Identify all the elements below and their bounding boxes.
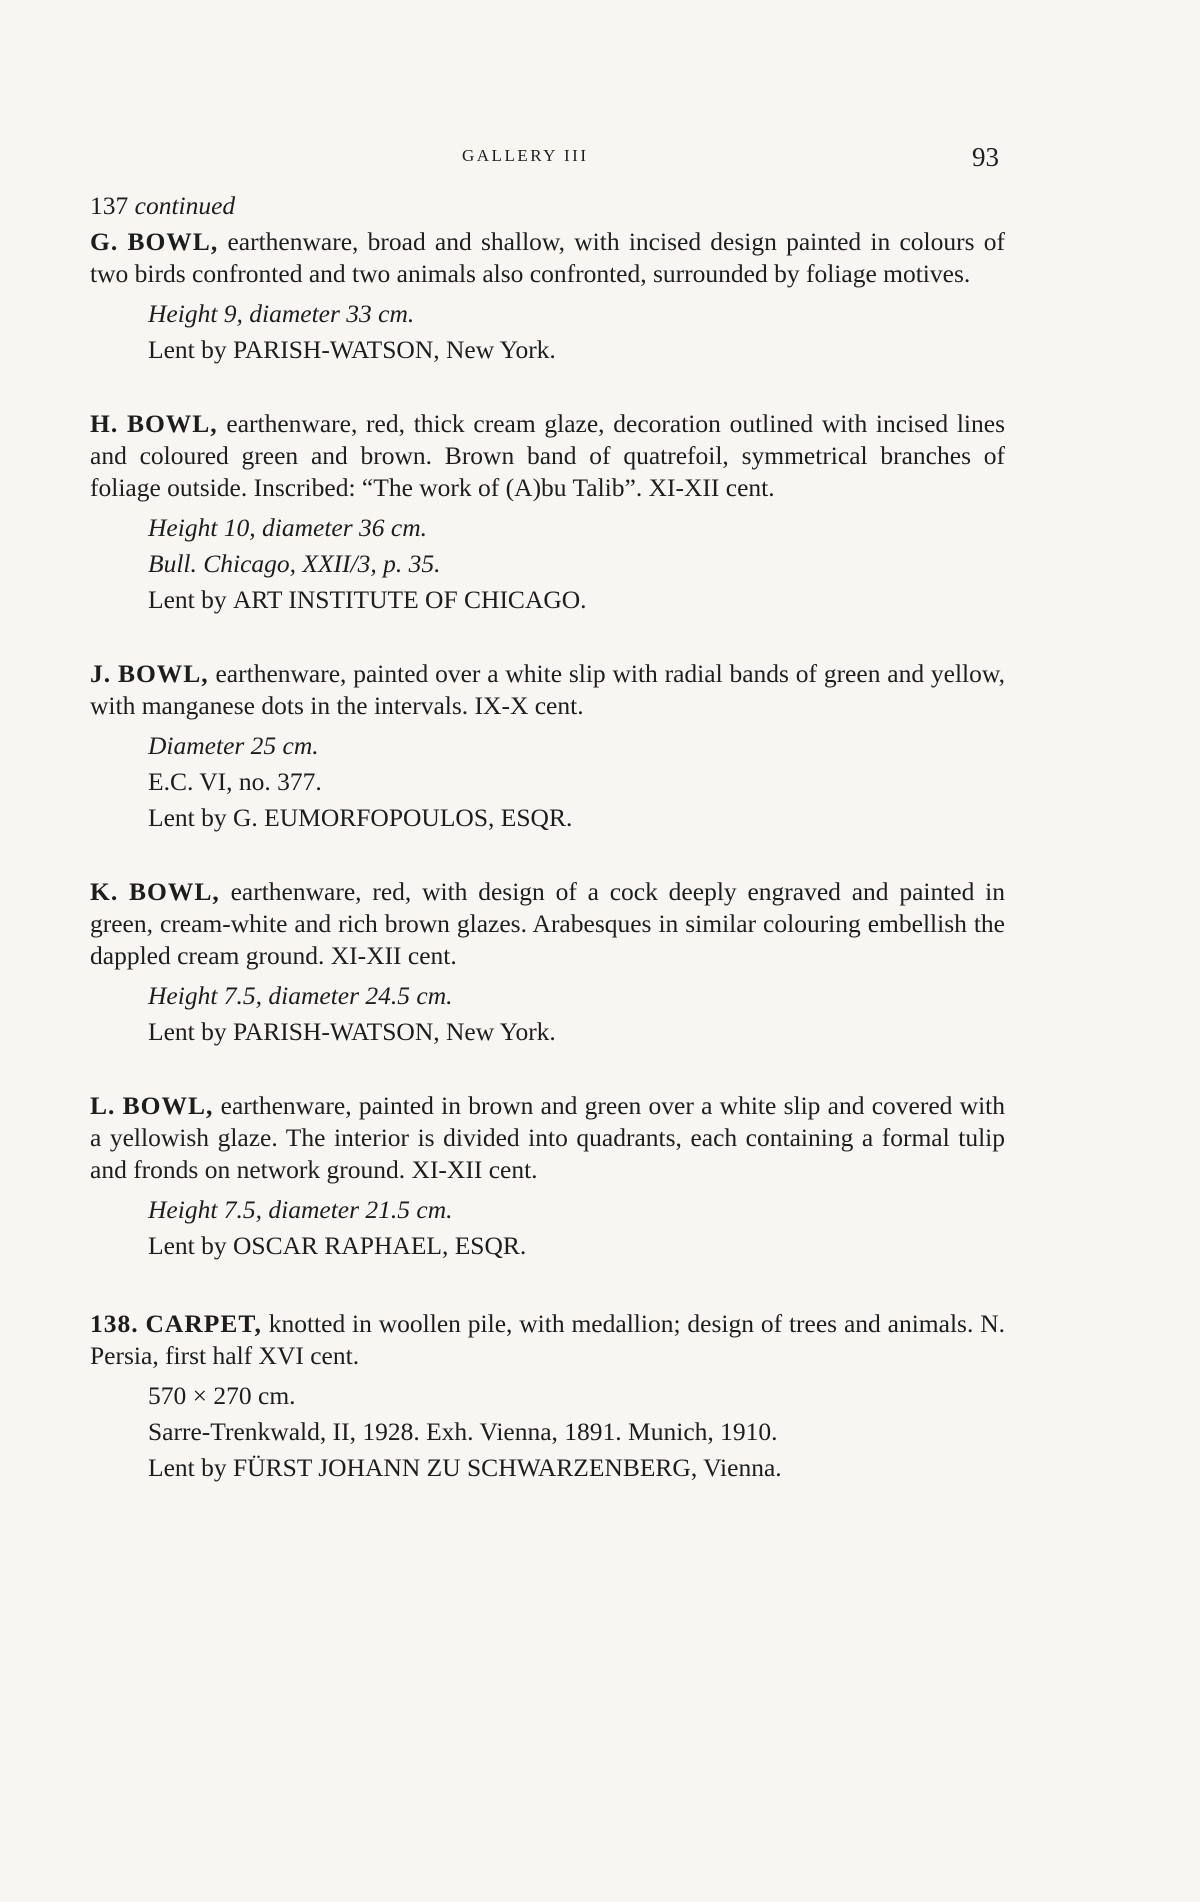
- entry-k-dimensions: Height 7.5, diameter 24.5 cm.: [148, 981, 453, 1010]
- entry-j-lender: G. EUMORFOPOULOS, ESQR.: [232, 803, 573, 832]
- entry-l-dimensions: Height 7.5, diameter 21.5 cm.: [148, 1195, 453, 1224]
- entry-g: [90, 226, 1005, 366]
- spacer: [90, 834, 1005, 876]
- entry-g-lender-place: New York.: [446, 335, 556, 364]
- body-text: [90, 190, 1005, 1484]
- entry-g-head: BOWL,: [127, 227, 219, 256]
- entry-j-dimensions: Diameter 25 cm.: [148, 731, 319, 760]
- entry-h-lent-line: [90, 584, 1005, 616]
- running-title: GALLERY III: [462, 146, 589, 165]
- carpet-reference: Sarre-Trenkwald, II, 1928. Exh. Vienna, 1891. Munich, 1910.: [148, 1417, 778, 1446]
- entry-h-letter: H.: [90, 409, 119, 438]
- continued-heading: [90, 190, 1005, 222]
- carpet-head: CARPET,: [145, 1309, 262, 1338]
- entry-l-letter: L.: [90, 1091, 116, 1120]
- entry-k-lent-line: [90, 1016, 1005, 1048]
- entry-h-lent-prefix: Lent by: [148, 585, 227, 614]
- spacer: [90, 1048, 1005, 1090]
- carpet-lender: FÜRST JOHANN ZU SCHWARZENBERG,: [232, 1453, 698, 1482]
- entry-k-description: earthenware, red, with design of a cock deeply engraved and painted in green, cream-white and rich brown glazes. Arabesques in similar colouring embellish the dappled cream ground. XI-XII cent.: [90, 877, 1006, 970]
- entry-k-lent-prefix: Lent by: [148, 1017, 227, 1046]
- entry-k-description-block: [90, 876, 1005, 972]
- entry-l-lender: OSCAR RAPHAEL, ESQR.: [232, 1231, 527, 1260]
- carpet-lender-place: Vienna.: [703, 1453, 782, 1482]
- entry-l-lent-line: [90, 1230, 1005, 1262]
- entry-l-description: earthenware, painted in brown and green over a white slip and covered with a yellowish glaze. The interior is divided into quadrants, each containing a formal tulip and fronds on network ground. XI-XII cent.: [90, 1091, 1005, 1184]
- entry-k-letter: K.: [90, 877, 119, 906]
- entry-l: [90, 1090, 1005, 1262]
- carpet-description: knotted in woollen pile, with medallion; design of trees and animals. N. Persia, first half XVI cent.: [90, 1309, 1006, 1370]
- entry-138-carpet: [90, 1308, 1005, 1484]
- entry-g-lender: PARISH-WATSON,: [232, 335, 440, 364]
- entry-h-description: earthenware, red, thick cream glaze, decoration outlined with incised lines and coloured green and brown. Brown band of quatrefoil, symmetrical branches of foliage outside. Inscribed: “The work of (A)bu Talib”. XI-XII cent.: [90, 409, 1006, 502]
- entry-j-lent-line: [90, 802, 1005, 834]
- entry-j-description-block: [90, 658, 1005, 722]
- entry-k: [90, 876, 1005, 1048]
- entry-h: [90, 408, 1005, 616]
- entry-j-reference: E.C. VI, no. 377.: [148, 767, 322, 796]
- entry-h-reference: Bull. Chicago, XXII/3, p. 35.: [148, 549, 441, 578]
- entry-j-letter: J.: [90, 659, 112, 688]
- entry-j-head: BOWL,: [117, 659, 209, 688]
- entry-k-head: BOWL,: [129, 877, 220, 906]
- entry-k-lender: PARISH-WATSON,: [232, 1017, 440, 1046]
- entry-g-letter: G.: [90, 227, 119, 256]
- entry-j-lent-prefix: Lent by: [148, 803, 227, 832]
- continued-number: 137: [90, 191, 129, 220]
- entry-g-description: earthenware, broad and shallow, with incised design painted in colours of two birds confronted and two animals also confronted, surrounded by foliage motives.: [90, 227, 1006, 288]
- entry-l-description-block: [90, 1090, 1005, 1186]
- page-number: 93: [972, 142, 999, 172]
- entry-h-dimensions: Height 10, diameter 36 cm.: [148, 513, 428, 542]
- entry-g-lent-line: [90, 334, 1005, 366]
- entry-g-lent-prefix: Lent by: [148, 335, 227, 364]
- carpet-lent-prefix: Lent by: [148, 1453, 227, 1482]
- entry-h-description-block: [90, 408, 1005, 504]
- entry-h-head: BOWL,: [126, 409, 218, 438]
- spacer: [90, 1262, 1005, 1308]
- carpet-number: 138.: [90, 1309, 139, 1338]
- entry-g-dimensions: Height 9, diameter 33 cm.: [148, 299, 415, 328]
- entry-j: [90, 658, 1005, 834]
- entry-h-lender: ART INSTITUTE OF CHICAGO.: [232, 585, 587, 614]
- entry-j-description: earthenware, painted over a white slip with radial bands of green and yellow, with manganese dots in the intervals. IX-X cent.: [90, 659, 1006, 720]
- carpet-description-block: [90, 1308, 1005, 1372]
- carpet-lent-line: [90, 1452, 1005, 1484]
- carpet-dimensions: 570 × 270 cm.: [148, 1381, 296, 1410]
- entry-k-lender-place: New York.: [446, 1017, 556, 1046]
- running-head: [0, 142, 1200, 172]
- entry-l-lent-prefix: Lent by: [148, 1231, 227, 1260]
- spacer: [90, 616, 1005, 658]
- entry-l-head: BOWL,: [122, 1091, 214, 1120]
- entry-g-description-block: [90, 226, 1005, 290]
- continued-label: continued: [134, 191, 236, 220]
- spacer: [90, 366, 1005, 408]
